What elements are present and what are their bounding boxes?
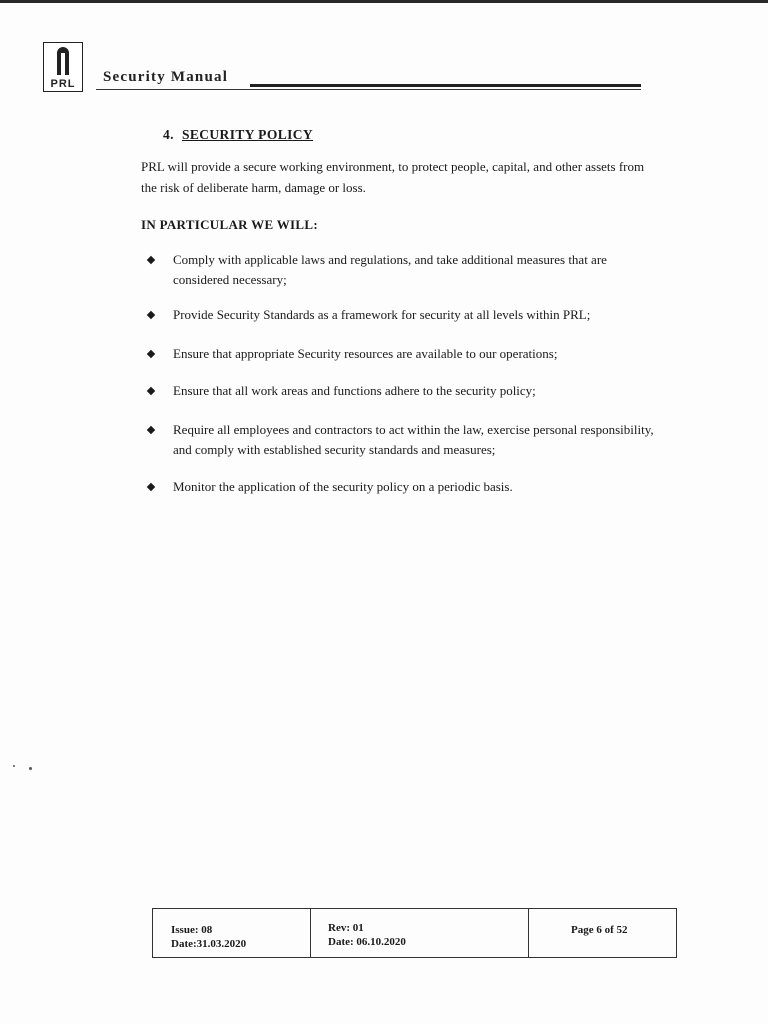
- list-item: [146, 381, 666, 401]
- section-number: 4.: [163, 127, 174, 142]
- list-item: [146, 305, 666, 325]
- list-item: [146, 344, 666, 364]
- header-rule: [96, 89, 641, 90]
- list-item-text: Ensure that all work areas and functions adhere to the security policy;: [173, 383, 536, 398]
- scan-top-edge: [0, 0, 768, 3]
- list-item-text: Ensure that appropriate Security resources are available to our operations;: [173, 346, 558, 361]
- logo-text: PRL: [50, 78, 76, 90]
- scan-speck: [29, 767, 32, 770]
- list-item-text: Require all employees and contractors to act within the law, exercise personal responsibility, and comply with established security standards and measures;: [173, 422, 654, 457]
- page-number: Page 6 of 52: [571, 924, 628, 936]
- section-heading: [163, 127, 313, 143]
- header-rule-thick: [250, 84, 641, 87]
- scan-speck: [13, 765, 15, 767]
- subheading: IN PARTICULAR WE WILL:: [141, 217, 318, 232]
- revision-date: Date: 06.10.2020: [328, 936, 406, 948]
- diamond-bullet-icon: [147, 350, 155, 358]
- issue-cell: [153, 909, 311, 957]
- list-item-text: Provide Security Standards as a framework for security at all levels within PRL;: [173, 307, 591, 322]
- document-control-table: [152, 908, 677, 958]
- issue-date: Date:31.03.2020: [171, 938, 247, 950]
- page-cell: [529, 909, 676, 957]
- diamond-bullet-icon: [147, 483, 155, 491]
- prl-logo: [43, 42, 83, 92]
- tower-icon: [57, 47, 69, 75]
- revision-cell: [311, 909, 529, 957]
- diamond-bullet-icon: [147, 387, 155, 395]
- diamond-bullet-icon: [147, 311, 155, 319]
- document-title: Security Manual: [103, 69, 229, 85]
- list-item: [146, 477, 666, 497]
- issue-number: Issue: 08: [171, 924, 213, 936]
- diamond-bullet-icon: [147, 256, 155, 264]
- section-title: SECURITY POLICY: [181, 127, 314, 142]
- diamond-bullet-icon: [147, 426, 155, 434]
- intro-paragraph: PRL will provide a secure working environment, to protect people, capital, and other assets from the risk of deliberate harm, damage or loss.: [141, 159, 645, 195]
- list-item-text: Monitor the application of the security policy on a periodic basis.: [173, 479, 513, 494]
- list-item: [146, 420, 666, 460]
- revision-number: Rev: 01: [328, 922, 364, 934]
- list-item-text: Comply with applicable laws and regulations, and take additional measures that are considered necessary;: [173, 252, 607, 287]
- list-item: [146, 250, 666, 290]
